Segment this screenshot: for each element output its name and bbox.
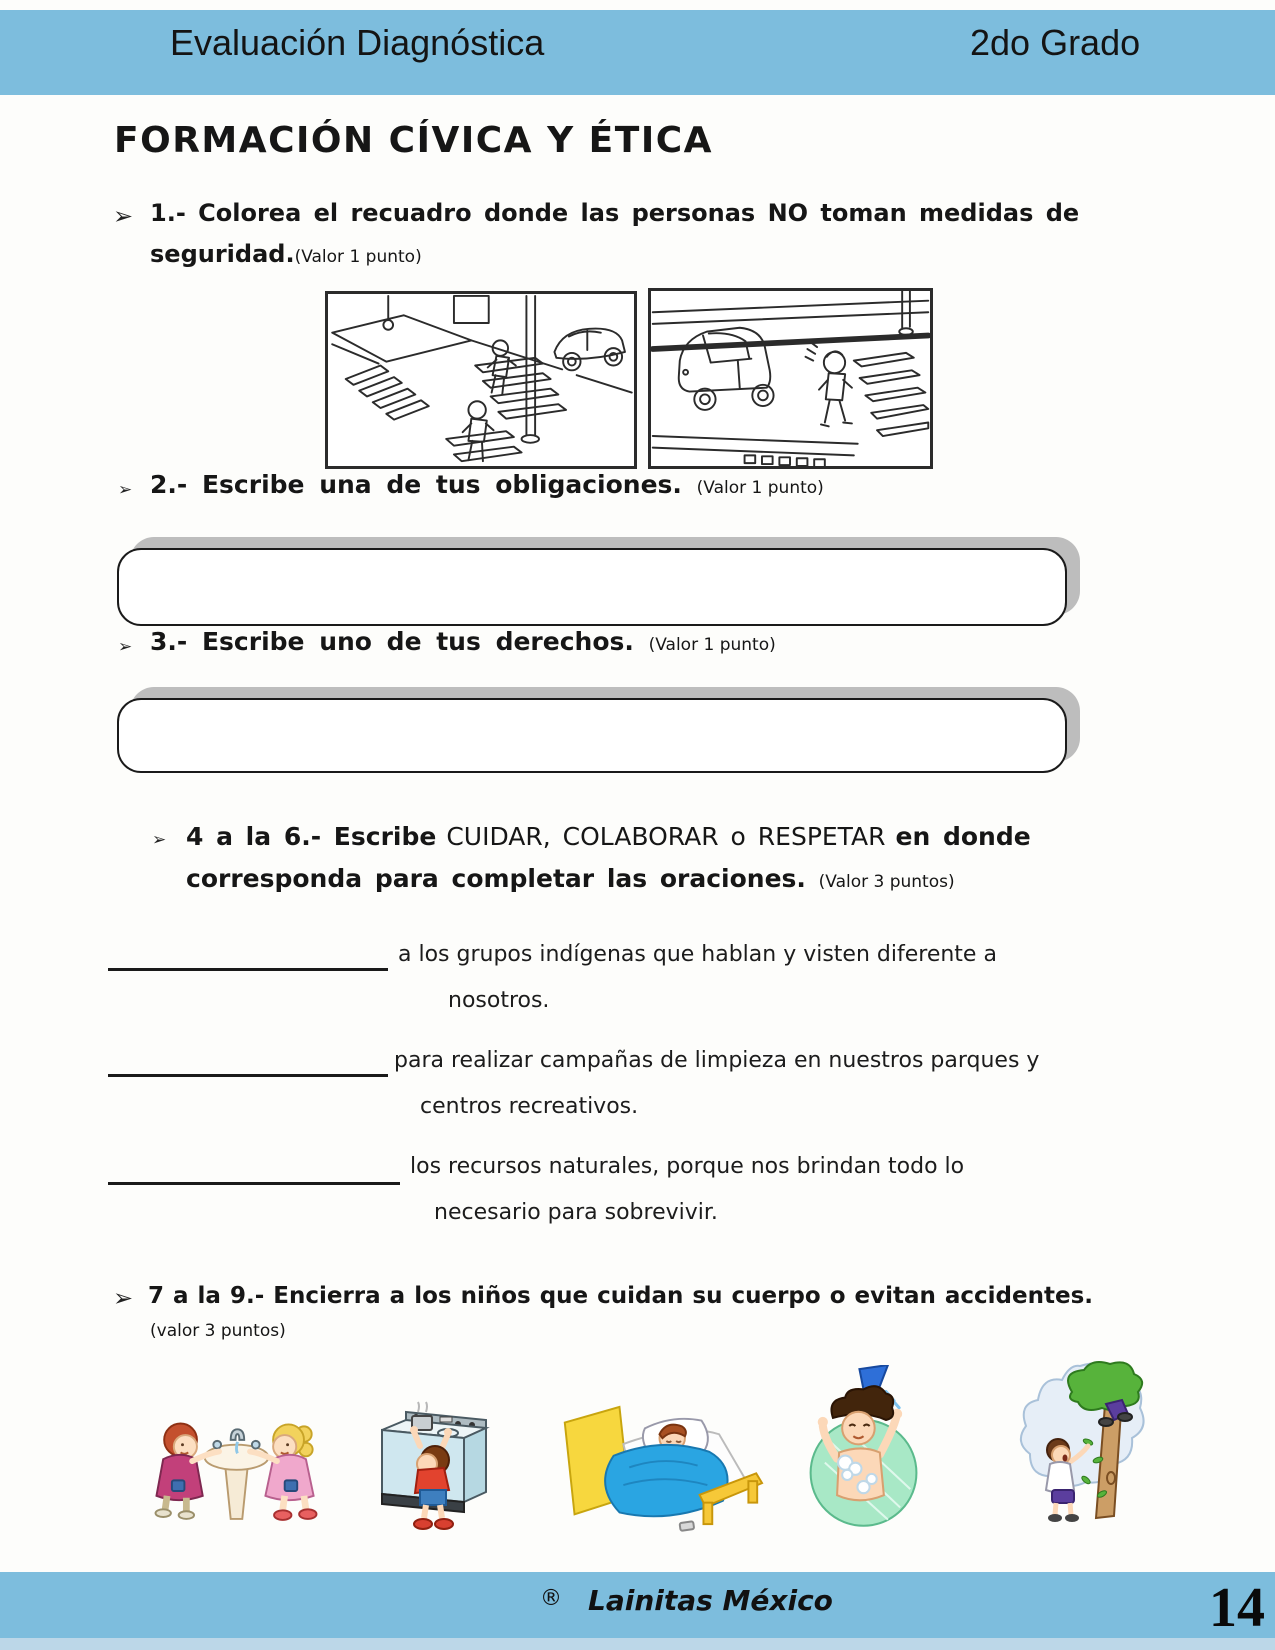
page-number: 14 <box>1209 1577 1265 1639</box>
jaywalk-scene-drawing <box>651 291 930 466</box>
registered-mark-icon: ® <box>540 1586 562 1611</box>
activity-image-tree-climbing[interactable] <box>1005 1358 1155 1528</box>
question-2-text <box>150 470 824 499</box>
footer-brand: Lainitas México <box>588 1584 833 1617</box>
bullet-arrow-icon: ➢ <box>118 480 133 500</box>
answer-box-derechos[interactable] <box>117 698 1067 773</box>
footer-strip <box>0 1638 1275 1650</box>
section-title: FORMACIÓN CÍVICA Y ÉTICA <box>114 120 713 161</box>
question-1-line1: 1.- Colorea el recuadro donde las personas NO toman medidas de <box>150 199 1080 227</box>
sentence-2-line1: para realizar campañas de limpieza en nuestros parques y <box>394 1048 1040 1073</box>
activity-image-stove[interactable] <box>362 1380 494 1532</box>
question-2-label: 2.- Escribe una de tus obligaciones. <box>150 470 682 499</box>
fill-blank-3[interactable] <box>108 1156 400 1185</box>
question-4-6-lead: 4 a la 6.- Escribe <box>186 822 437 851</box>
header-grade: 2do Grado <box>970 22 1141 63</box>
question-3-label: 3.- Escribe uno de tus derechos. <box>150 627 634 656</box>
bullet-arrow-icon: ➢ <box>152 830 167 850</box>
sleeping-bed-drawing <box>555 1392 765 1540</box>
activity-image-sleeping[interactable] <box>555 1392 765 1540</box>
shower-drawing <box>795 1365 930 1540</box>
question-4-6-line2 <box>186 864 955 893</box>
question-3-text <box>150 627 776 656</box>
sentence-1-line2: nosotros. <box>448 988 550 1013</box>
question-4-6-line1 <box>186 822 1031 851</box>
question-4-6-keywords: CUIDAR, COLABORAR o RESPETAR <box>446 822 886 851</box>
question-7-9-points: (valor 3 puntos) <box>150 1321 286 1341</box>
answer-box-obligaciones[interactable] <box>117 548 1067 626</box>
fill-blank-2[interactable] <box>108 1048 388 1077</box>
bullet-arrow-icon: ➢ <box>118 637 133 657</box>
question-3-points: (Valor 1 punto) <box>648 635 776 655</box>
safety-scene-box-2[interactable] <box>648 288 933 469</box>
header-title: Evaluación Diagnóstica <box>170 22 545 63</box>
bullet-arrow-icon: ➢ <box>113 202 134 230</box>
question-4-6-tail: en donde <box>895 822 1031 851</box>
safety-scene-box-1[interactable] <box>325 291 637 469</box>
fill-blank-1[interactable] <box>108 942 388 971</box>
question-1-points: (Valor 1 punto) <box>294 247 422 267</box>
activity-image-washing-hands[interactable] <box>142 1388 330 1540</box>
tree-climbing-drawing <box>1005 1358 1155 1528</box>
question-1-word: seguridad. <box>150 240 295 268</box>
sentence-2-line2: centros recreativos. <box>420 1094 639 1119</box>
bullet-arrow-icon: ➢ <box>113 1284 134 1312</box>
question-2-points: (Valor 1 punto) <box>696 478 824 498</box>
washing-hands-drawing <box>142 1388 330 1540</box>
activity-image-shower[interactable] <box>795 1365 930 1540</box>
sentence-3-line2: necesario para sobrevivir. <box>434 1200 718 1225</box>
sentence-1-line1: a los grupos indígenas que hablan y visten diferente a <box>398 942 997 967</box>
sentence-3-line1: los recursos naturales, porque nos brindan todo lo <box>410 1154 965 1179</box>
crosswalk-scene-drawing <box>328 294 634 466</box>
stove-drawing <box>362 1380 494 1532</box>
question-4-6-line2-text: corresponda para completar las oraciones. <box>186 864 806 893</box>
question-1-line2 <box>150 240 422 268</box>
question-4-6-points: (Valor 3 puntos) <box>818 872 955 892</box>
question-7-9-text: 7 a la 9.- Encierra a los niños que cuidan su cuerpo o evitan accidentes. <box>148 1283 1094 1309</box>
